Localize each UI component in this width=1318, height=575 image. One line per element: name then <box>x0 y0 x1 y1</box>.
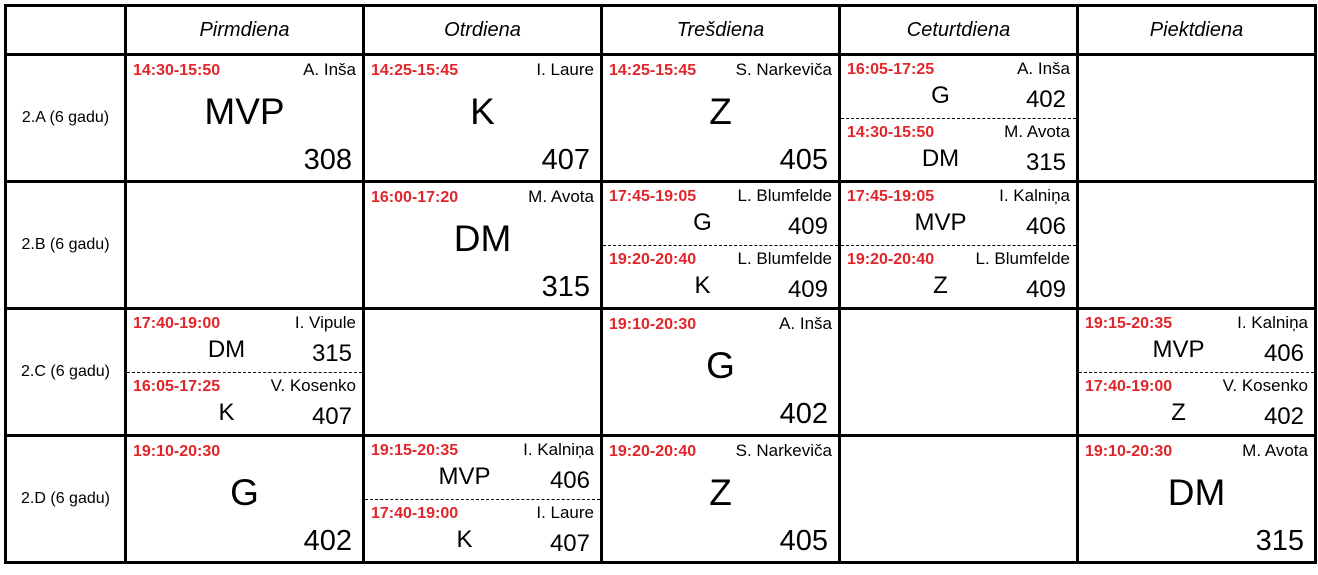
lesson-teacher: S. Narkeviča <box>735 441 832 460</box>
lesson-subject: MVP <box>914 209 967 236</box>
lesson-subject: DM <box>921 144 960 172</box>
cell-content <box>1079 437 1314 561</box>
day-header-friday: Piektdiena <box>1078 6 1316 55</box>
schedule-cell-monday <box>126 309 364 436</box>
lesson-block <box>1079 437 1314 561</box>
cell-content <box>841 437 1076 561</box>
lesson-subject: MVP <box>1152 336 1205 363</box>
cell-content <box>603 56 838 180</box>
lesson-subject: K <box>470 91 495 132</box>
lesson-teacher: A. Inša <box>1017 59 1070 78</box>
cell-content <box>603 183 838 307</box>
lesson-teacher: L. Blumfelde <box>737 186 832 205</box>
lesson-teacher: I. Kalniņa <box>1237 313 1308 332</box>
lesson-teacher: I. Laure <box>536 60 594 79</box>
schedule-cell-thursday <box>840 182 1078 309</box>
cell-content <box>841 183 1076 307</box>
lesson-time: 17:45-19:05 <box>847 188 935 205</box>
lesson-block <box>603 183 838 245</box>
lesson-time: 19:20-20:40 <box>609 443 697 460</box>
lesson-room: 405 <box>779 144 828 176</box>
lesson-subject: Z <box>709 91 732 132</box>
cell-content <box>365 310 600 434</box>
lesson-room: 406 <box>1025 213 1066 240</box>
lesson-block <box>127 372 362 435</box>
lesson-room: 315 <box>1025 148 1066 176</box>
cell-content <box>1079 56 1314 180</box>
lesson-block <box>841 56 1076 118</box>
class-label: 2.B (6 gadu) <box>6 182 126 309</box>
lesson-teacher: M. Avota <box>1242 441 1308 460</box>
lesson-room: 402 <box>1025 86 1066 113</box>
lesson-block <box>841 183 1076 245</box>
lesson-subject: G <box>706 345 735 386</box>
timetable <box>4 4 1317 564</box>
lesson-room: 409 <box>787 213 828 240</box>
schedule-cell-thursday <box>840 436 1078 563</box>
schedule-cell-wednesday <box>602 55 840 182</box>
day-header-thursday: Ceturtdiena <box>840 6 1078 55</box>
schedule-cell-wednesday <box>602 436 840 563</box>
lesson-time: 19:10-20:30 <box>133 443 221 460</box>
lesson-block <box>1079 310 1314 372</box>
cell-content <box>1079 310 1314 434</box>
lesson-room: 402 <box>1263 402 1304 430</box>
schedule-cell-tuesday <box>364 55 602 182</box>
timetable-body <box>6 55 1316 563</box>
schedule-cell-tuesday <box>364 436 602 563</box>
lesson-subject: DM <box>453 218 512 259</box>
lesson-subject: DM <box>207 336 246 363</box>
class-label: 2.D (6 gadu) <box>6 436 126 563</box>
header-row <box>6 6 1316 55</box>
lesson-time: 17:45-19:05 <box>609 188 697 205</box>
class-label: 2.C (6 gadu) <box>6 309 126 436</box>
lesson-room: 402 <box>303 525 352 557</box>
schedule-cell-tuesday <box>364 182 602 309</box>
lesson-block <box>1079 372 1314 435</box>
cell-content <box>1079 183 1314 307</box>
cell-content <box>365 437 600 561</box>
lesson-room: 315 <box>1255 525 1304 557</box>
lesson-subject: G <box>931 82 950 109</box>
lesson-teacher: L. Blumfelde <box>975 248 1070 268</box>
cell-content <box>365 183 600 307</box>
lesson-time: 19:10-20:30 <box>609 316 697 333</box>
lesson-room: 402 <box>779 398 828 430</box>
class-row <box>6 436 1316 563</box>
cell-content <box>603 437 838 561</box>
lesson-teacher: M. Avota <box>1004 121 1070 141</box>
cell-content <box>127 310 362 434</box>
lesson-time: 16:05-17:25 <box>847 61 935 78</box>
lesson-time: 14:25-15:45 <box>371 62 459 79</box>
lesson-block <box>365 499 600 562</box>
lesson-block <box>127 310 362 372</box>
lesson-time: 19:20-20:40 <box>609 250 697 268</box>
lesson-time: 17:40-19:00 <box>133 315 221 332</box>
lesson-room: 407 <box>311 402 352 430</box>
lesson-block <box>127 437 362 561</box>
corner-cell <box>6 6 126 55</box>
lesson-subject: MVP <box>204 91 285 132</box>
lesson-room: 406 <box>1263 340 1304 367</box>
schedule-cell-wednesday <box>602 309 840 436</box>
lesson-time: 19:15-20:35 <box>1085 315 1173 332</box>
lesson-time: 19:20-20:40 <box>847 250 935 268</box>
lesson-teacher: A. Inša <box>779 314 832 333</box>
lesson-room: 405 <box>779 525 828 557</box>
lesson-subject: K <box>456 525 473 553</box>
lesson-room: 315 <box>311 340 352 367</box>
schedule-cell-wednesday <box>602 182 840 309</box>
schedule-cell-monday <box>126 436 364 563</box>
day-header-tuesday: Otrdiena <box>364 6 602 55</box>
lesson-block <box>603 310 838 434</box>
lesson-room: 406 <box>549 467 590 494</box>
schedule-cell-friday <box>1078 182 1316 309</box>
schedule-cell-friday <box>1078 436 1316 563</box>
lesson-teacher: I. Kalniņa <box>523 440 594 459</box>
schedule-cell-monday <box>126 55 364 182</box>
schedule-cell-monday <box>126 182 364 309</box>
cell-content <box>841 56 1076 180</box>
lesson-teacher: L. Blumfelde <box>737 248 832 268</box>
lesson-block <box>603 437 838 561</box>
lesson-teacher: V. Kosenko <box>270 375 356 395</box>
lesson-room: 407 <box>549 529 590 557</box>
lesson-block <box>365 56 600 180</box>
lesson-teacher: I. Laure <box>536 502 594 522</box>
lesson-teacher: V. Kosenko <box>1222 375 1308 395</box>
lesson-subject: K <box>694 271 711 299</box>
lesson-time: 14:30-15:50 <box>133 62 221 79</box>
lesson-teacher: A. Inša <box>303 60 356 79</box>
lesson-room: 407 <box>541 144 590 176</box>
cell-content <box>127 437 362 561</box>
class-row <box>6 55 1316 182</box>
cell-content <box>127 56 362 180</box>
schedule-cell-thursday <box>840 309 1078 436</box>
lesson-teacher: I. Vipule <box>294 313 356 332</box>
lesson-time: 19:15-20:35 <box>371 442 459 459</box>
cell-content <box>127 183 362 307</box>
day-header-wednesday: Trešdiena <box>602 6 840 55</box>
lesson-block <box>365 437 600 499</box>
cell-content <box>365 56 600 180</box>
lesson-room: 315 <box>541 271 590 303</box>
lesson-subject: Z <box>709 472 732 513</box>
lesson-room: 409 <box>787 275 828 303</box>
lesson-teacher: M. Avota <box>528 187 594 206</box>
lesson-subject: Z <box>1171 398 1186 426</box>
lesson-subject: DM <box>1167 472 1226 513</box>
lesson-subject: Z <box>933 271 948 299</box>
schedule-cell-friday <box>1078 55 1316 182</box>
lesson-time: 17:40-19:00 <box>371 504 459 522</box>
lesson-time: 14:25-15:45 <box>609 62 697 79</box>
lesson-room: 308 <box>303 144 352 176</box>
lesson-time: 17:40-19:00 <box>1085 377 1173 395</box>
schedule-cell-tuesday <box>364 309 602 436</box>
day-header-monday: Pirmdiena <box>126 6 364 55</box>
lesson-block <box>127 56 362 180</box>
class-row <box>6 309 1316 436</box>
lesson-time: 16:05-17:25 <box>133 377 221 395</box>
lesson-subject: MVP <box>438 463 491 490</box>
lesson-subject: G <box>230 472 259 513</box>
lesson-room: 409 <box>1025 275 1066 303</box>
lesson-block <box>365 183 600 307</box>
lesson-block <box>841 118 1076 181</box>
class-label: 2.A (6 gadu) <box>6 55 126 182</box>
lesson-teacher: I. Kalniņa <box>999 186 1070 205</box>
lesson-block <box>841 245 1076 308</box>
lesson-subject: G <box>693 209 712 236</box>
lesson-block <box>603 245 838 308</box>
class-row <box>6 182 1316 309</box>
schedule-cell-friday <box>1078 309 1316 436</box>
cell-content <box>603 310 838 434</box>
lesson-time: 16:00-17:20 <box>371 189 459 206</box>
lesson-block <box>603 56 838 180</box>
lesson-subject: K <box>218 398 235 426</box>
cell-content <box>841 310 1076 434</box>
lesson-time: 19:10-20:30 <box>1085 443 1173 460</box>
lesson-time: 14:30-15:50 <box>847 123 935 141</box>
lesson-teacher: S. Narkeviča <box>735 60 832 79</box>
schedule-cell-thursday <box>840 55 1078 182</box>
